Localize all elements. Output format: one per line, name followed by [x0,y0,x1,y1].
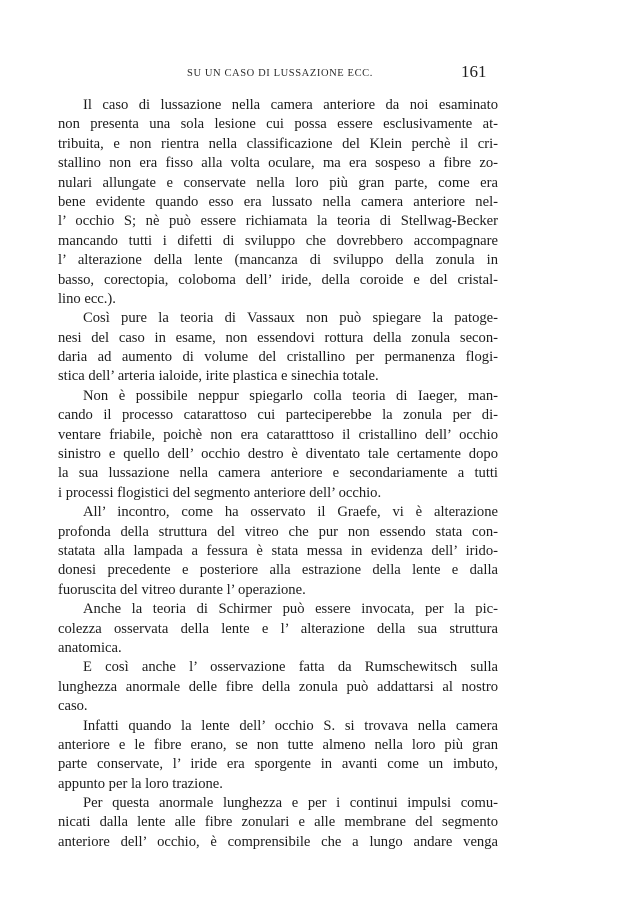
text-line: fuoruscita del vitreo durante l’ operazione. [58,581,306,598]
text-line: donesi precedente e posteriore alla estrazione della lente e dalla [58,562,498,579]
text-line: lunghezza anormale delle fibre della zonula può addattarsi al nostro [58,678,498,695]
text-line: profonda della struttura del vitreo che pur non essendo stata con- [58,523,498,540]
text-line: statata alla lampada a fessura è stata messa in evidenza dell’ irido- [58,542,498,559]
text-line: anteriore dell’ occhio, è comprensibile che a lungo andare venga [58,833,498,850]
running-head: SU UN CASO DI LUSSAZIONE ECC. [187,68,373,79]
text-line: stallino non era fisso alla volta oculare, ma era sospeso a fibre zo- [58,155,498,172]
text-line: Il caso di lussazione nella camera anteriore da noi esaminato [83,97,498,113]
text-line: basso, corectopia, coloboma dell’ iride, della coroide e del cristal- [58,271,498,288]
body-text [58,96,498,852]
text-line: nicati dalla lente alle fibre zonulari e alle membrane del segmento [58,814,498,831]
text-line: Anche la teoria di Schirmer può essere invocata, per la pic- [83,601,498,618]
text-line: non presenta una sola lesione cui possa essere esclusivamente at- [58,116,498,133]
text-line: Così pure la teoria di Vassaux non può spiegare la patoge- [83,310,498,327]
text-line: l’ occhio S; nè può essere richiamata la teoria di Stellwag-Becker [58,213,498,230]
text-line: daria ad aumento di volume del cristallino per permanenza flogi- [58,349,498,366]
text-line: colezza osservata della lente e l’ alterazione della sua struttura [58,620,498,637]
text-line: bene evidente quando esso era lussato nella camera anteriore nel- [58,193,498,210]
text-line: E così anche l’ osservazione fatta da Rumschewitsch sulla [83,659,498,676]
text-line: ventare friabile, poichè non era cataratttoso il cristallino dell’ occhio [58,426,498,443]
text-line: appunto per la loro trazione. [58,775,223,792]
text-line: sinistro e quello dell’ occhio destro è diventato tale certamente dopo [58,446,498,463]
page-number: 161 [461,62,487,81]
text-line: Per questa anormale lunghezza e per i continui impulsi comu- [83,795,498,812]
text-line: caso. [58,698,88,715]
text-line: parte conservate, l’ iride era sporgente in avanti come un imbuto, [58,756,498,773]
text-line: l’ alterazione della lente (mancanza di sviluppo della zonula in [58,252,498,269]
text-line: nesi del caso in esame, non essendovi rottura della zonula secon- [58,329,498,346]
text-line: Infatti quando la lente dell’ occhio S. si trovava nella camera [83,717,498,734]
text-line: lino ecc.). [58,290,116,307]
text-line: Non è possibile neppur spiegarlo colla teoria di Iaeger, man- [83,387,498,404]
text-line: la sua lussazione nella camera anteriore e secondariamente a tutti [58,465,498,482]
text-line: i processi flogistici del segmento anteriore dell’ occhio. [58,484,382,501]
text-line: nulari allungate e conservate nella loro più gran parte, come era [58,174,498,191]
text-line: anatomica. [58,639,122,656]
text-line: cando il processo catarattoso cui parteciperebbe la zonula per di- [58,407,498,424]
text-line: tribuita, e non rientra nella classificazione del Klein perchè il cri- [58,135,498,152]
text-line: mancando tutti i difetti di sviluppo che dovrebbero accompagnare [58,232,498,249]
text-line: anteriore e le fibre erano, se non tutte almeno nella loro più gran [58,736,498,753]
text-line: stica dell’ arteria ialoide, irite plastica e sinechia totale. [58,368,379,385]
text-line: All’ incontro, come ha osservato il Graefe, vi è alterazione [83,504,498,521]
